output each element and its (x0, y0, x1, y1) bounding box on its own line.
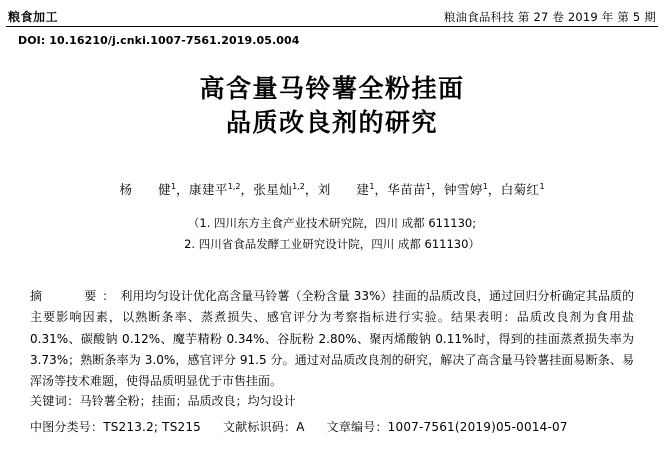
author-separator: ， (487, 182, 501, 197)
author-name: 康建平 (189, 182, 228, 197)
author-affiliation-marker: 1,2 (292, 181, 305, 191)
author-name: 白菊红 (500, 182, 540, 197)
abstract-label: 摘 要： (30, 289, 121, 303)
affiliation-2: 2. 四川省食品发酵工业研究设计院，四川 成都 611130） (184, 236, 480, 251)
author-2 (189, 182, 240, 197)
article-id-value: 1007-7561(2019)05-0014-07 (387, 420, 568, 434)
keywords-label: 关键词： (30, 394, 80, 408)
author-name: 华苗苗 (387, 182, 427, 197)
article-id-label: 文章编号： (326, 420, 388, 434)
abstract-block (30, 286, 634, 393)
author-affiliation-marker: 1,2 (227, 181, 241, 191)
title-line-2: 品质改良剂的研究 (225, 107, 438, 137)
running-head-section: 粮食加工 (8, 10, 59, 24)
doi-line: DOI: 10.16210/j.cnki.1007-7561.2019.05.004 (18, 34, 300, 47)
clc-value: TS213.2; TS215 (103, 420, 202, 434)
author-affiliation-marker: 1 (426, 181, 432, 191)
author-name: 钟雪婷 (444, 182, 483, 197)
affiliation-list (0, 213, 664, 254)
author-1 (119, 182, 176, 197)
abstract-text: 利用均匀设计优化高含量马铃薯（全粉含量 33%）挂面的品质改良，通过回归分析确定其品质的主要影响因素，以熟断条率、蒸煮损失、感官评分为考察指标进行实验。结果表明：品质改良剂为食用盐 0.31%、碳酸钠 0.12%、魔芋精粉 0.34%、谷朊粉 2.80%、聚丙烯酸钠 0.11%时，得到的挂面蒸煮损失率为 3.73%；熟断条率为 3.0%，感官评分 91.5 分。通过对品质改良剂的研究，解决了高含量马铃薯挂面易断条、易浑汤等技术难题，使得品质明显优于市售挂面。 (30, 289, 634, 389)
running-head-journal: 粮油食品科技 第 27 卷 2019 年 第 5 期 (443, 10, 656, 24)
classification-block (30, 418, 634, 435)
author-affiliation-marker: 1 (171, 181, 177, 191)
document-code-value: A (296, 420, 305, 434)
author-name: 张星灿 (253, 182, 293, 197)
author-affiliation-marker: 1 (482, 181, 488, 191)
title-line-1: 高含量马铃薯全粉挂面 (199, 74, 465, 103)
author-4 (318, 182, 375, 197)
affiliation-1: （1. 四川东方主食产业技术研究院，四川 成都 611130; (187, 216, 477, 230)
keywords-block (30, 392, 634, 411)
clc-label: 中图分类号： (30, 420, 104, 434)
article-title (0, 72, 664, 139)
author-separator: ， (431, 182, 445, 197)
running-head (8, 8, 656, 25)
author-affiliation-marker: 1 (369, 181, 375, 191)
author-6 (444, 182, 488, 197)
author-separator: ， (374, 182, 388, 197)
author-5 (387, 182, 431, 197)
header-divider (6, 26, 658, 27)
author-list (0, 180, 664, 198)
author-affiliation-marker: 1 (539, 181, 545, 191)
author-separator: ， (176, 182, 190, 197)
author-name: 刘 建 (317, 182, 370, 197)
author-7 (501, 182, 545, 197)
author-separator: ， (304, 182, 318, 197)
author-name: 杨 健 (119, 182, 172, 197)
keywords-text: 马铃薯全粉；挂面；品质改良；均匀设计 (79, 394, 296, 408)
document-code (223, 418, 305, 435)
article-id (327, 418, 568, 435)
author-3 (253, 182, 304, 197)
document-code-label: 文献标识码： (223, 420, 297, 434)
clc-number (30, 418, 201, 435)
author-separator: ， (240, 182, 254, 197)
